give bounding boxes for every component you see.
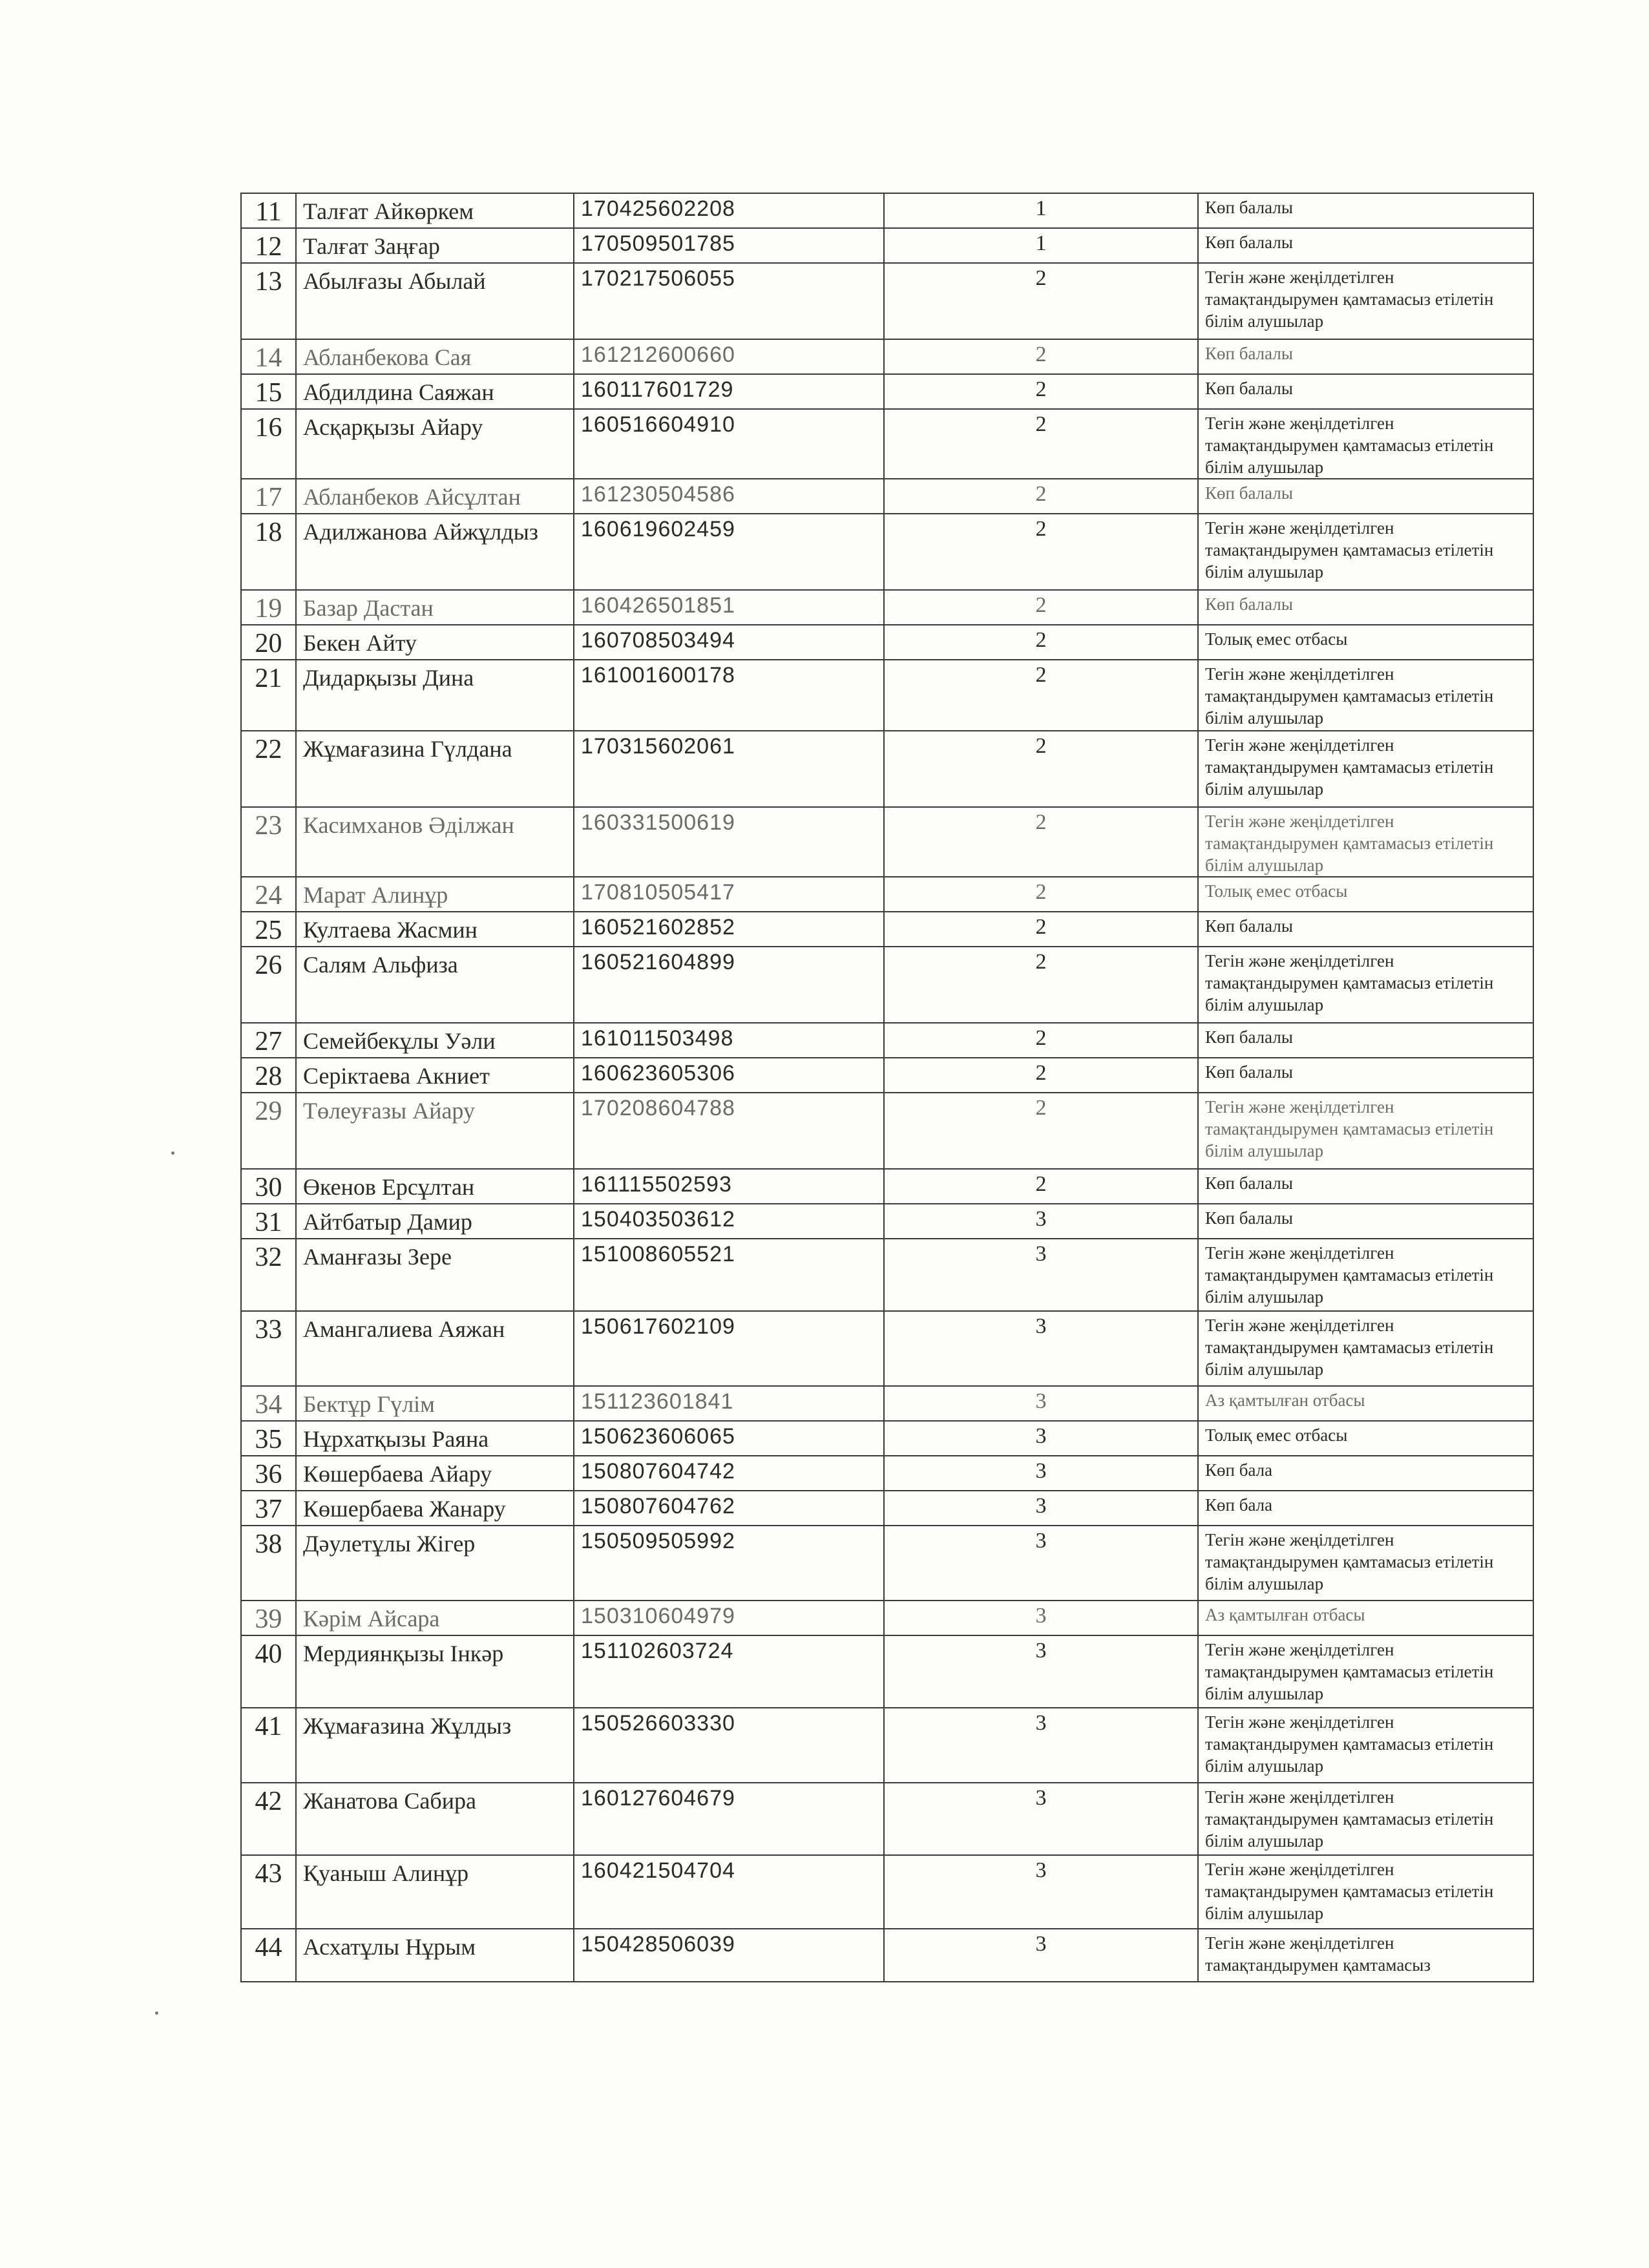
student-grade: 3 xyxy=(884,1311,1198,1386)
student-category: Көп балалы xyxy=(1198,590,1533,625)
row-number: 12 xyxy=(241,228,296,263)
student-name: Мердиянқызы Інкәр xyxy=(296,1635,574,1708)
table-row xyxy=(241,1526,1533,1601)
student-grade: 2 xyxy=(884,1169,1198,1204)
row-number: 13 xyxy=(241,263,296,339)
student-iin: 170810505417 xyxy=(574,877,884,912)
student-grade: 3 xyxy=(884,1239,1198,1311)
student-name: Амангалиева Аяжан xyxy=(296,1311,574,1386)
student-name: Жұмағазина Гүлдана xyxy=(296,731,574,807)
student-category: Тегін және жеңілдетілген тамақтандырумен қамтамасыз етілетін білім алушылар xyxy=(1198,514,1533,590)
table-row xyxy=(241,1708,1533,1783)
student-name: Көшербаева Жанару xyxy=(296,1491,574,1526)
student-grade: 3 xyxy=(884,1783,1198,1855)
table-row xyxy=(241,514,1533,590)
student-name: Аманғазы Зере xyxy=(296,1239,574,1311)
student-iin: 160521604899 xyxy=(574,947,884,1023)
table-row xyxy=(241,807,1533,877)
student-iin: 150807604742 xyxy=(574,1456,884,1491)
student-grade: 2 xyxy=(884,1023,1198,1058)
table-row xyxy=(241,228,1533,263)
table-row xyxy=(241,625,1533,660)
table-row xyxy=(241,409,1533,479)
row-number: 28 xyxy=(241,1058,296,1093)
table-row xyxy=(241,479,1533,514)
student-category: Тегін және жеңілдетілген тамақтандырумен қамтамасыз етілетін білім алушылар xyxy=(1198,1783,1533,1855)
student-category: Көп балалы xyxy=(1198,479,1533,514)
student-name: Абылғазы Абылай xyxy=(296,263,574,339)
table-row xyxy=(241,1601,1533,1635)
row-number: 24 xyxy=(241,877,296,912)
student-iin: 150807604762 xyxy=(574,1491,884,1526)
student-category: Тегін және жеңілдетілген тамақтандырумен қамтамасыз етілетін білім алушылар xyxy=(1198,807,1533,877)
student-grade: 2 xyxy=(884,374,1198,409)
row-number: 25 xyxy=(241,912,296,947)
student-category: Тегін және жеңілдетілген тамақтандырумен қамтамасыз xyxy=(1198,1929,1533,1982)
row-number: 32 xyxy=(241,1239,296,1311)
row-number: 44 xyxy=(241,1929,296,1982)
table-row xyxy=(241,1783,1533,1855)
student-category: Аз қамтылған отбасы xyxy=(1198,1601,1533,1635)
student-category: Толық емес отбасы xyxy=(1198,1421,1533,1456)
student-name: Абланбекова Сая xyxy=(296,339,574,374)
student-grade: 2 xyxy=(884,877,1198,912)
table-row xyxy=(241,877,1533,912)
row-number: 18 xyxy=(241,514,296,590)
student-category: Көп бала xyxy=(1198,1491,1533,1526)
student-category: Көп балалы xyxy=(1198,1058,1533,1093)
student-iin: 160127604679 xyxy=(574,1783,884,1855)
student-name: Семейбекұлы Уәли xyxy=(296,1023,574,1058)
student-iin: 161011503498 xyxy=(574,1023,884,1058)
student-grade: 1 xyxy=(884,228,1198,263)
student-grade: 3 xyxy=(884,1421,1198,1456)
table-row xyxy=(241,1169,1533,1204)
student-name: Адилжанова Айжұлдыз xyxy=(296,514,574,590)
student-name: Кәрім Айсара xyxy=(296,1601,574,1635)
row-number: 19 xyxy=(241,590,296,625)
table-row xyxy=(241,263,1533,339)
row-number: 15 xyxy=(241,374,296,409)
table-row xyxy=(241,193,1533,228)
student-grade: 3 xyxy=(884,1491,1198,1526)
student-iin: 150623606065 xyxy=(574,1421,884,1456)
student-iin: 160619602459 xyxy=(574,514,884,590)
student-iin: 151123601841 xyxy=(574,1386,884,1421)
scan-speck xyxy=(171,1151,174,1155)
student-iin: 170509501785 xyxy=(574,228,884,263)
student-grade: 2 xyxy=(884,590,1198,625)
table-row xyxy=(241,1421,1533,1456)
row-number: 30 xyxy=(241,1169,296,1204)
student-iin: 151102603724 xyxy=(574,1635,884,1708)
student-category: Тегін және жеңілдетілген тамақтандырумен қамтамасыз етілетін білім алушылар xyxy=(1198,409,1533,479)
table-row xyxy=(241,1204,1533,1239)
student-grade: 1 xyxy=(884,193,1198,228)
table-row xyxy=(241,339,1533,374)
student-name: Марат Алинұр xyxy=(296,877,574,912)
row-number: 33 xyxy=(241,1311,296,1386)
student-grade: 2 xyxy=(884,479,1198,514)
student-name: Талғат Айкөркем xyxy=(296,193,574,228)
student-category: Толық емес отбасы xyxy=(1198,625,1533,660)
student-grade: 2 xyxy=(884,660,1198,731)
student-grade: 2 xyxy=(884,339,1198,374)
student-iin: 150428506039 xyxy=(574,1929,884,1982)
student-name: Асқарқызы Айару xyxy=(296,409,574,479)
student-grade: 2 xyxy=(884,731,1198,807)
student-category: Көп балалы xyxy=(1198,1169,1533,1204)
student-grade: 3 xyxy=(884,1855,1198,1929)
student-category: Көп балалы xyxy=(1198,193,1533,228)
student-name: Көшербаева Айару xyxy=(296,1456,574,1491)
table-row xyxy=(241,1855,1533,1929)
table-row xyxy=(241,1239,1533,1311)
row-number: 26 xyxy=(241,947,296,1023)
student-name: Қуаныш Алинұр xyxy=(296,1855,574,1929)
student-iin: 160426501851 xyxy=(574,590,884,625)
student-iin: 160521602852 xyxy=(574,912,884,947)
student-iin: 150617602109 xyxy=(574,1311,884,1386)
table-row xyxy=(241,1023,1533,1058)
student-category: Көп балалы xyxy=(1198,1204,1533,1239)
student-grade: 2 xyxy=(884,263,1198,339)
student-name: Асхатұлы Нұрым xyxy=(296,1929,574,1982)
row-number: 16 xyxy=(241,409,296,479)
student-iin: 161230504586 xyxy=(574,479,884,514)
student-grade: 3 xyxy=(884,1456,1198,1491)
student-grade: 3 xyxy=(884,1386,1198,1421)
student-category: Тегін және жеңілдетілген тамақтандырумен қамтамасыз етілетін білім алушылар xyxy=(1198,1526,1533,1601)
table-row xyxy=(241,947,1533,1023)
student-grade: 3 xyxy=(884,1204,1198,1239)
student-iin: 150526603330 xyxy=(574,1708,884,1783)
table-row xyxy=(241,1491,1533,1526)
row-number: 43 xyxy=(241,1855,296,1929)
student-iin: 161212600660 xyxy=(574,339,884,374)
student-name: Жанатова Сабира xyxy=(296,1783,574,1855)
student-grade: 2 xyxy=(884,807,1198,877)
student-name: Абланбеков Айсұлтан xyxy=(296,479,574,514)
row-number: 37 xyxy=(241,1491,296,1526)
student-name: Култаева Жасмин xyxy=(296,912,574,947)
student-name: Дидарқызы Дина xyxy=(296,660,574,731)
table-row xyxy=(241,1311,1533,1386)
row-number: 36 xyxy=(241,1456,296,1491)
table-row xyxy=(241,912,1533,947)
table-row xyxy=(241,1456,1533,1491)
student-iin: 160117601729 xyxy=(574,374,884,409)
student-category: Тегін және жеңілдетілген тамақтандырумен қамтамасыз етілетін білім алушылар xyxy=(1198,1093,1533,1169)
students-table-body xyxy=(241,193,1533,1982)
student-grade: 2 xyxy=(884,1058,1198,1093)
student-name: Жұмағазина Жұлдыз xyxy=(296,1708,574,1783)
student-grade: 2 xyxy=(884,912,1198,947)
student-name: Салям Альфиза xyxy=(296,947,574,1023)
student-category: Аз қамтылған отбасы xyxy=(1198,1386,1533,1421)
student-category: Тегін және жеңілдетілген тамақтандырумен қамтамасыз етілетін білім алушылар xyxy=(1198,263,1533,339)
row-number: 31 xyxy=(241,1204,296,1239)
student-name: Өкенов Ерсұлтан xyxy=(296,1169,574,1204)
student-category: Көп балалы xyxy=(1198,374,1533,409)
student-name: Касимханов Әділжан xyxy=(296,807,574,877)
row-number: 17 xyxy=(241,479,296,514)
student-name: Бекен Айту xyxy=(296,625,574,660)
student-iin: 160708503494 xyxy=(574,625,884,660)
student-category: Көп балалы xyxy=(1198,912,1533,947)
student-grade: 2 xyxy=(884,514,1198,590)
student-category: Тегін және жеңілдетілген тамақтандырумен қамтамасыз етілетін білім алушылар xyxy=(1198,731,1533,807)
student-category: Тегін және жеңілдетілген тамақтандырумен қамтамасыз етілетін білім алушылар xyxy=(1198,1239,1533,1311)
student-category: Толық емес отбасы xyxy=(1198,877,1533,912)
student-name: Дәулетұлы Жігер xyxy=(296,1526,574,1601)
row-number: 11 xyxy=(241,193,296,228)
student-category: Көп бала xyxy=(1198,1456,1533,1491)
row-number: 41 xyxy=(241,1708,296,1783)
row-number: 34 xyxy=(241,1386,296,1421)
student-iin: 170315602061 xyxy=(574,731,884,807)
student-iin: 160421504704 xyxy=(574,1855,884,1929)
row-number: 40 xyxy=(241,1635,296,1708)
table-row xyxy=(241,1635,1533,1708)
row-number: 29 xyxy=(241,1093,296,1169)
row-number: 35 xyxy=(241,1421,296,1456)
student-iin: 161115502593 xyxy=(574,1169,884,1204)
row-number: 42 xyxy=(241,1783,296,1855)
row-number: 21 xyxy=(241,660,296,731)
student-category: Тегін және жеңілдетілген тамақтандырумен қамтамасыз етілетін білім алушылар xyxy=(1198,1855,1533,1929)
student-grade: 2 xyxy=(884,947,1198,1023)
student-grade: 3 xyxy=(884,1929,1198,1982)
student-category: Тегін және жеңілдетілген тамақтандырумен қамтамасыз етілетін білім алушылар xyxy=(1198,1311,1533,1386)
student-name: Бектұр Гүлім xyxy=(296,1386,574,1421)
student-name: Талғат Заңғар xyxy=(296,228,574,263)
student-category: Тегін және жеңілдетілген тамақтандырумен қамтамасыз етілетін білім алушылар xyxy=(1198,947,1533,1023)
student-iin: 150403503612 xyxy=(574,1204,884,1239)
table-row xyxy=(241,1929,1533,1982)
student-category: Тегін және жеңілдетілген тамақтандырумен қамтамасыз етілетін білім алушылар xyxy=(1198,1635,1533,1708)
table-row xyxy=(241,1093,1533,1169)
student-iin: 170217506055 xyxy=(574,263,884,339)
student-grade: 3 xyxy=(884,1601,1198,1635)
student-category: Тегін және жеңілдетілген тамақтандырумен қамтамасыз етілетін білім алушылар xyxy=(1198,1708,1533,1783)
student-category: Көп балалы xyxy=(1198,1023,1533,1058)
row-number: 14 xyxy=(241,339,296,374)
table-row xyxy=(241,731,1533,807)
student-name: Төлеуғазы Айару xyxy=(296,1093,574,1169)
student-name: Айтбатыр Дамир xyxy=(296,1204,574,1239)
student-name: Абдилдина Саяжан xyxy=(296,374,574,409)
student-grade: 2 xyxy=(884,409,1198,479)
student-iin: 160331500619 xyxy=(574,807,884,877)
student-iin: 150310604979 xyxy=(574,1601,884,1635)
student-iin: 160623605306 xyxy=(574,1058,884,1093)
student-grade: 3 xyxy=(884,1635,1198,1708)
student-iin: 151008605521 xyxy=(574,1239,884,1311)
row-number: 27 xyxy=(241,1023,296,1058)
student-grade: 3 xyxy=(884,1526,1198,1601)
table-row xyxy=(241,660,1533,731)
student-name: Серіктаева Акниет xyxy=(296,1058,574,1093)
table-row xyxy=(241,374,1533,409)
student-category: Тегін және жеңілдетілген тамақтандырумен қамтамасыз етілетін білім алушылар xyxy=(1198,660,1533,731)
student-iin: 160516604910 xyxy=(574,409,884,479)
students-table xyxy=(240,193,1534,1982)
student-category: Көп балалы xyxy=(1198,339,1533,374)
scan-speck xyxy=(155,2011,158,2015)
row-number: 20 xyxy=(241,625,296,660)
student-iin: 170208604788 xyxy=(574,1093,884,1169)
row-number: 39 xyxy=(241,1601,296,1635)
student-category: Көп балалы xyxy=(1198,228,1533,263)
student-grade: 2 xyxy=(884,1093,1198,1169)
student-name: Базар Дастан xyxy=(296,590,574,625)
student-iin: 150509505992 xyxy=(574,1526,884,1601)
student-iin: 170425602208 xyxy=(574,193,884,228)
row-number: 22 xyxy=(241,731,296,807)
student-grade: 2 xyxy=(884,625,1198,660)
row-number: 23 xyxy=(241,807,296,877)
table-row xyxy=(241,590,1533,625)
row-number: 38 xyxy=(241,1526,296,1601)
student-grade: 3 xyxy=(884,1708,1198,1783)
table-row xyxy=(241,1386,1533,1421)
student-name: Нұрхатқызы Раяна xyxy=(296,1421,574,1456)
table-row xyxy=(241,1058,1533,1093)
student-iin: 161001600178 xyxy=(574,660,884,731)
